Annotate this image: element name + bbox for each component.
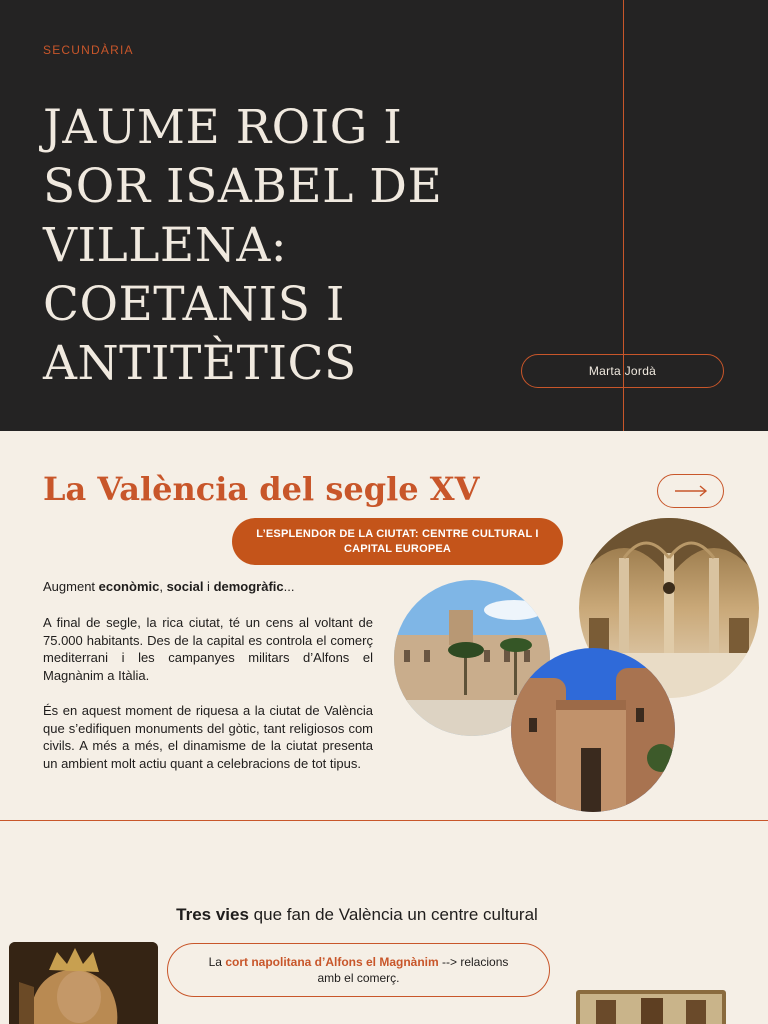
hero-header [0,0,768,431]
page-title: JAUME ROIG I SOR ISABEL DE VILLENA: COETANIS I ANTITÈTICS [43,100,443,391]
author-badge: Marta Jordà [521,354,724,388]
section-divider [0,820,768,821]
keyword-social: social [166,579,204,594]
highlight-banner: L’ESPLENDOR DE LA CIUTAT: CENTRE CULTURAL I CAPITAL EUROPEA [232,518,563,565]
next-button[interactable] [657,474,724,508]
category-kicker: SECUNDÀRIA [43,43,134,57]
highlight-text: cort napolitana d’Alfons el Magnànim [225,955,439,969]
painting-thumbnail [576,990,726,1024]
arrow-right-icon [673,484,709,498]
keyword-demographic: demogràfic [213,579,284,594]
portrait-alfons [9,942,158,1024]
section-title: La València del segle XV [43,470,480,508]
note-pill: La cort napolitana d’Alfons el Magnànim --> relacions amb el comerç. [167,943,550,997]
section-subheading: Tres vies que fan de València un centre cultural [176,905,538,924]
paragraph-population: A final de segle, la rica ciutat, té un cens al voltant de 75.000 habitants. Des de la capital es controla el comerç mediterrani i les campanyes militars d’Alfons el Magnànim a Itàlia. [43,615,373,683]
intro-line: Augment econòmic, social i demogràfic... [43,579,295,594]
paragraph-monuments: És en aquest moment de riquesa a la ciutat de València que s’edifiquen monuments del gòtic, tant religiosos com civils. A més a més, el dinamisme de la ciutat presenta un ambient molt actiu quant a celebracions de tot tipus. [43,703,373,771]
keyword-economic: econòmic [98,579,160,594]
photo-torres-quart [511,648,675,812]
